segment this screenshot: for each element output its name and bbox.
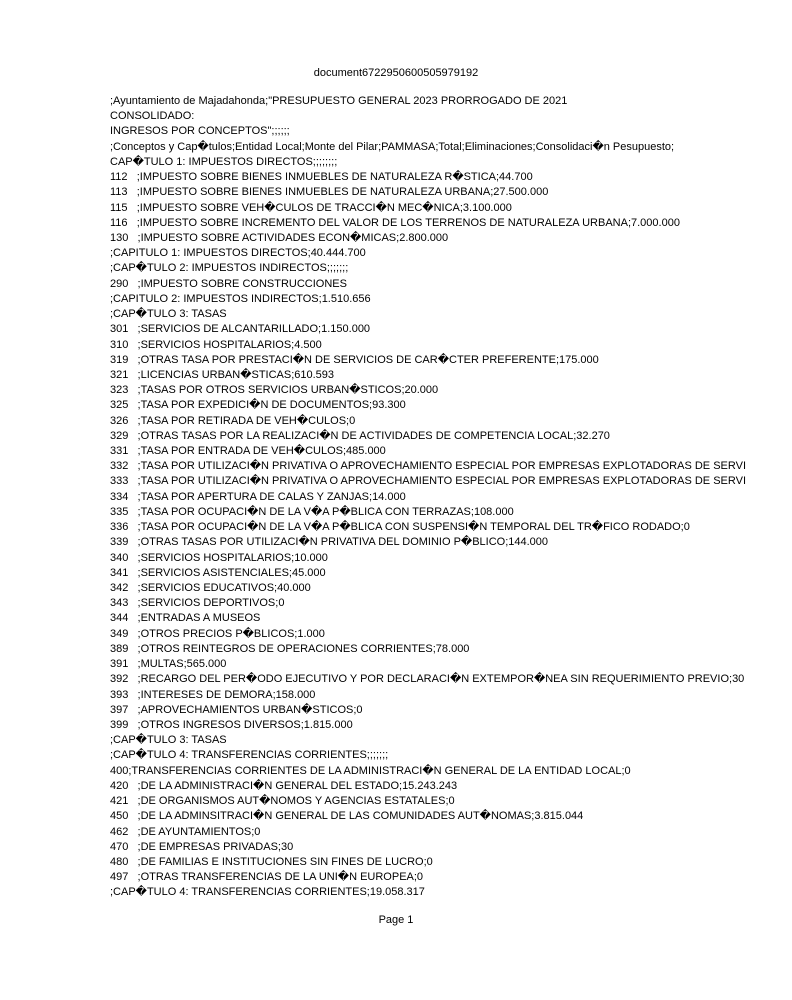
document-line: CONSOLIDADO: xyxy=(110,110,195,123)
document-line: 332 ;TASA POR UTILIZACI�N PRIVATIVA O APROVECHAMIENTO ESPECIAL POR EMPRESAS EXPLOTADORAS DE SERVI xyxy=(110,460,747,473)
document-line: 392 ;RECARGO DEL PER�ODO EJECUTIVO Y POR DECLARACI�N EXTEMPOR�NEA SIN REQUERIMIENTO PREVIO;30 xyxy=(110,673,745,686)
document-line: 420 ;DE LA ADMINISTRACI�N GENERAL DEL ESTADO;15.243.243 xyxy=(110,779,458,792)
document-line: ;Conceptos y Cap�tulos;Entidad Local;Monte del Pilar;PAMMASA;Total;Eliminaciones;Consolidaci�n Pesupuesto; xyxy=(110,140,675,153)
document-line: CAP�TULO 1: IMPUESTOS DIRECTOS;;;;;;;; xyxy=(110,155,338,168)
document-line: 335 ;TASA POR OCUPACI�N DE LA V�A P�BLICA CON TERRAZAS;108.000 xyxy=(110,505,514,518)
document-line: 340 ;SERVICIOS HOSPITALARIOS;10.000 xyxy=(110,551,328,564)
document-line: 470 ;DE EMPRESAS PRIVADAS;30 xyxy=(110,840,294,853)
document-line: 391 ;MULTAS;565.000 xyxy=(110,658,227,671)
document-line: 497 ;OTRAS TRANSFERENCIAS DE LA UNI�N EUROPEA;0 xyxy=(110,871,424,884)
document-line: 344 ;ENTRADAS A MUSEOS xyxy=(110,612,261,625)
document-line: 397 ;APROVECHAMIENTOS URBAN�STICOS;0 xyxy=(110,703,363,716)
document-line: 349 ;OTROS PRECIOS P�BLICOS;1.000 xyxy=(110,627,325,640)
document-line: 116 ;IMPUESTO SOBRE INCREMENTO DEL VALOR DE LOS TERRENOS DE NATURALEZA URBANA;7.000.000 xyxy=(110,216,680,229)
document-line: 310 ;SERVICIOS HOSPITALARIOS;4.500 xyxy=(110,338,322,351)
page-number: Page 1 xyxy=(378,914,414,926)
document-line: 334 ;TASA POR APERTURA DE CALAS Y ZANJAS;14.000 xyxy=(110,490,406,503)
document-line: 450 ;DE LA ADMINSITRACI�N GENERAL DE LAS COMUNIDADES AUT�NOMAS;3.815.044 xyxy=(110,810,584,823)
document-line: 323 ;TASAS POR OTROS SERVICIOS URBAN�STICOS;20.000 xyxy=(110,384,439,397)
document-line: 333 ;TASA POR UTILIZACI�N PRIVATIVA O APROVECHAMIENTO ESPECIAL POR EMPRESAS EXPLOTADORAS DE SERVI xyxy=(110,475,747,488)
document-line: 389 ;OTROS REINTEGROS DE OPERACIONES CORRIENTES;78.000 xyxy=(110,642,470,655)
document-line: 115 ;IMPUESTO SOBRE VEH�CULOS DE TRACCI�N MEC�NICA;3.100.000 xyxy=(110,201,512,214)
document-line: 341 ;SERVICIOS ASISTENCIALES;45.000 xyxy=(110,566,326,579)
document-line: 342 ;SERVICIOS EDUCATIVOS;40.000 xyxy=(110,582,311,594)
document-line: 400;TRANSFERENCIAS CORRIENTES DE LA ADMINISTRACI�N GENERAL DE LA ENTIDAD LOCAL;0 xyxy=(110,764,631,777)
document-line: ;CAPITULO 2: IMPUESTOS INDIRECTOS;1.510.656 xyxy=(110,292,371,305)
document-line: 331 ;TASA POR ENTRADA DE VEH�CULOS;485.000 xyxy=(110,445,386,458)
document-line: 336 ;TASA POR OCUPACI�N DE LA V�A P�BLICA CON SUSPENSI�N TEMPORAL DEL TR�FICO RODADO;0 xyxy=(110,521,690,534)
document-line: INGRESOS POR CONCEPTOS";;;;;; xyxy=(110,125,290,138)
document-line: ;CAP�TULO 4: TRANSFERENCIAS CORRIENTES;;;;;;; xyxy=(110,749,389,762)
document-line: 290 ;IMPUESTO SOBRE CONSTRUCCIONES xyxy=(110,277,347,290)
document-line: 339 ;OTRAS TASAS POR UTILIZACI�N PRIVATIVA DEL DOMINIO P�BLICO;144.000 xyxy=(110,536,549,549)
document-line: 421 ;DE ORGANISMOS AUT�NOMOS Y AGENCIAS ESTATALES;0 xyxy=(110,795,455,808)
document-line: ;CAP�TULO 3: TASAS xyxy=(110,734,227,747)
document-line: ;CAPITULO 1: IMPUESTOS DIRECTOS;40.444.700 xyxy=(110,247,366,260)
document-line: 329 ;OTRAS TASAS POR LA REALIZACI�N DE ACTIVIDADES DE COMPETENCIA LOCAL;32.270 xyxy=(110,429,610,442)
document-line: 326 ;TASA POR RETIRADA DE VEH�CULOS;0 xyxy=(110,414,356,427)
document-line: 113 ;IMPUESTO SOBRE BIENES INMUEBLES DE NATURALEZA URBANA;27.500.000 xyxy=(110,186,549,199)
document-line: 301 ;SERVICIOS DE ALCANTARILLADO;1.150.000 xyxy=(110,323,371,336)
document-line: 112 ;IMPUESTO SOBRE BIENES INMUEBLES DE NATURALEZA R�STICA;44.700 xyxy=(110,171,533,184)
document-line: ;CAP�TULO 3: TASAS xyxy=(110,308,227,321)
document-line: 399 ;OTROS INGRESOS DIVERSOS;1.815.000 xyxy=(110,718,353,731)
document-line: 480 ;DE FAMILIAS E INSTITUCIONES SIN FINES DE LUCRO;0 xyxy=(110,855,433,868)
document-line: ;CAP�TULO 2: IMPUESTOS INDIRECTOS;;;;;;; xyxy=(110,262,349,275)
document-line: ;CAP�TULO 4: TRANSFERENCIAS CORRIENTES;19.058.317 xyxy=(110,886,425,899)
document-line: 462 ;DE AYUNTAMIENTOS;0 xyxy=(110,825,261,838)
document-line: 343 ;SERVICIOS DEPORTIVOS;0 xyxy=(110,597,285,610)
document-line: 393 ;INTERESES DE DEMORA;158.000 xyxy=(110,688,316,701)
document-line: ;Ayuntamiento de Majadahonda;"PRESUPUESTO GENERAL 2023 PRORROGADO DE 2021 xyxy=(110,95,568,107)
document-body xyxy=(110,94,746,901)
document-line: 325 ;TASA POR EXPEDICI�N DE DOCUMENTOS;93.300 xyxy=(110,399,406,412)
document-title: document6722950600505979192 xyxy=(313,67,479,79)
document-line: 130 ;IMPUESTO SOBRE ACTIVIDADES ECON�MICAS;2.800.000 xyxy=(110,231,449,244)
document-line: 321 ;LICENCIAS URBAN�STICAS;610.593 xyxy=(110,368,335,381)
document-line: 319 ;OTRAS TASA POR PRESTACI�N DE SERVICIOS DE CAR�CTER PREFERENTE;175.000 xyxy=(110,353,599,366)
